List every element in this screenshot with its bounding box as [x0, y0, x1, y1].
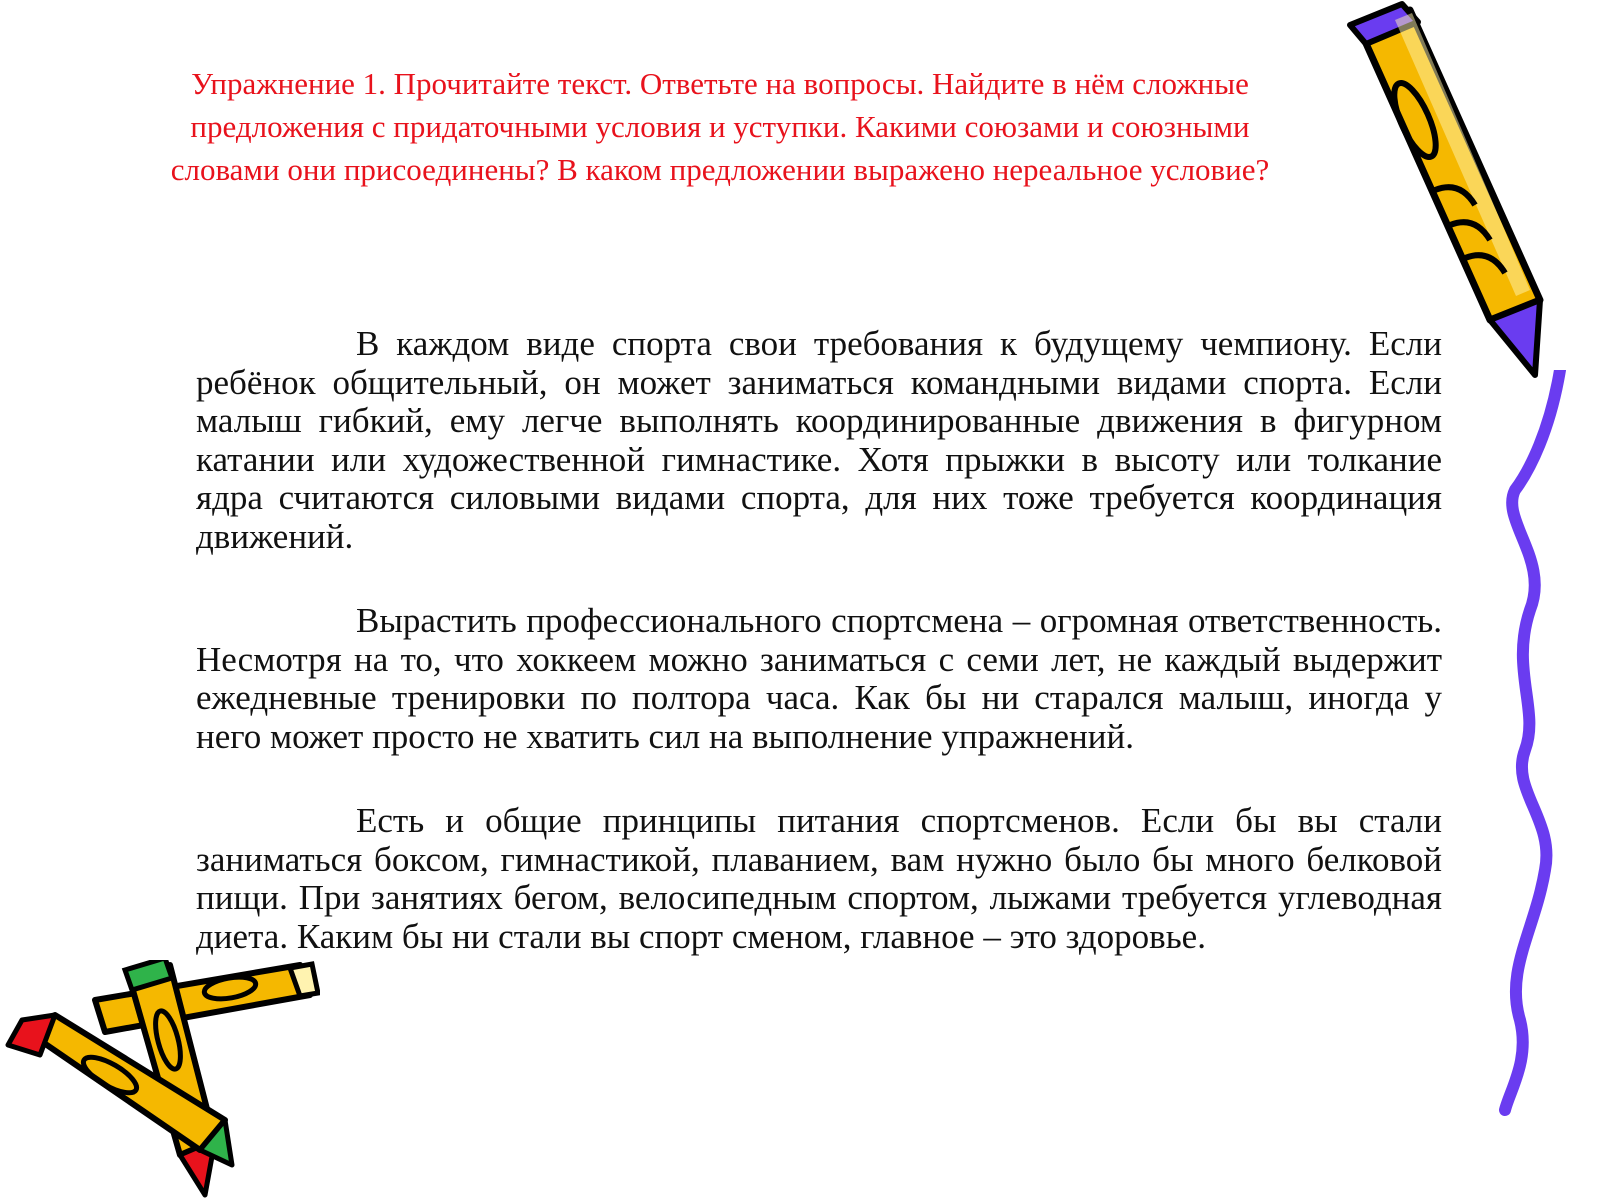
paragraph-3: Есть и общие принципы питания спортсменов. Если бы вы стали заниматься боксом, гимнастикой, плаванием, вам нужно было бы много белковой пищи. При занятиях бегом, велосипедным спортом, лыжами требуется углеводная диета. Каким бы ни стали вы спорт сменом, главное – это здоровье.	[196, 801, 1442, 956]
exercise-heading: Упражнение 1. Прочитайте текст. Ответьте на вопросы. Найдите в нём сложные предложения с придаточными условия и уступки. Какими союзами и союзными словами они присоединены? В каком предложении выражено нереальное условие?	[170, 66, 1270, 187]
squiggle-line-icon	[1490, 370, 1600, 1130]
pencils-cluster-icon	[0, 960, 320, 1200]
paragraph-2: Вырастить профессионального спортсмена – огромная ответственность. Несмотря на то, что хоккеем можно заниматься с семи лет, не каждый выдержит ежедневные тренировки по полтора часа. Как бы ни старался малыш, иногда у него может просто не хватить сил на выполнение упражнений.	[196, 601, 1442, 756]
pencil-icon	[1340, 0, 1560, 390]
paragraph-1: В каждом виде спорта свои требования к будущему чемпиону. Если ребёнок общительный, он может заниматься командными видами спорта. Если малыш гибкий, ему легче выполнять координированные движения в фигурном катании или художественной гимнастике. Хотя прыжки в высоту или толкание ядра считаются силовыми видами спорта, для них тоже требуется координация движений.	[196, 324, 1442, 556]
